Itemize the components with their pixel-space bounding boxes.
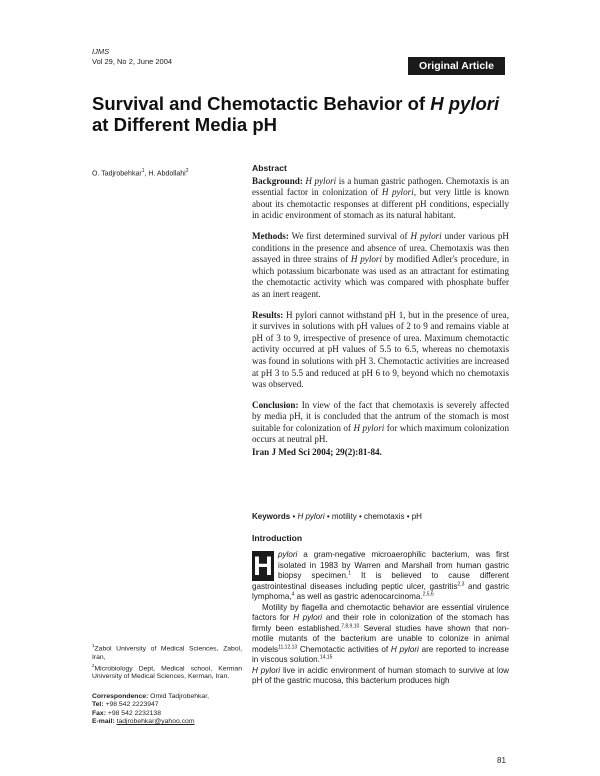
- intro-p2-ref2: 11,12,13: [278, 643, 298, 650]
- fax-label: Fax:: [92, 709, 106, 717]
- intro-p2-3: and their role in colonization of the stomach has firmly been established.: [252, 613, 510, 633]
- journal-issue: Vol 29, No 2, June 2004: [92, 57, 173, 66]
- intro-p2-6: H pylori: [390, 644, 419, 654]
- intro-p2-2: H pylori: [293, 613, 323, 622]
- article-title: [92, 93, 532, 135]
- drop-cap: H: [253, 550, 273, 581]
- conclusion-text-3: for which maximum colonization occurs at neutral pH.: [252, 422, 509, 445]
- background-text-4: H pylori: [381, 187, 414, 198]
- abstract-background: [252, 176, 509, 222]
- affiliation-1: Zabol University of Medical Sciences, Zabol, Iran,: [92, 645, 242, 661]
- tel-label: Tel:: [92, 701, 104, 709]
- intro-p2-4: Several studies have shown that non-motile mutants of the bacterium are unable to colonize in animal models: [252, 623, 509, 654]
- author1-sup: 1: [141, 168, 145, 174]
- abstract-heading: Abstract: [252, 163, 287, 173]
- keyword-bullet: •: [324, 512, 332, 521]
- abstract: [252, 163, 509, 468]
- methods-text-3: under various pH conditions in the presence and absence of urea. Chemotaxis was then assayed in three strains of: [252, 230, 509, 265]
- intro-p1-ref2: 2,3: [457, 580, 465, 587]
- intro-p2-ref3: 14,15: [319, 654, 333, 661]
- email-label: E-mail:: [92, 718, 115, 726]
- background-text-3: is a human gastric pathogen. Chemotaxis is an essential factor in colonization of: [252, 175, 509, 198]
- intro-p1-2: a gram-negative microaerophilic bacterium, was first isolated in 1983 by Warren and Marshall from human gastric biopsy specimen.: [278, 550, 509, 580]
- keyword-bullet: •: [290, 512, 298, 521]
- abstract-conclusion: [252, 400, 509, 446]
- keyword-4: pH: [411, 512, 422, 521]
- results-label: Results:: [252, 309, 284, 320]
- affiliation-1-sup: 1: [92, 643, 95, 648]
- keyword-bullet: •: [404, 512, 412, 521]
- intro-p1-3: It is believed to cause different gastrointestinal diseases including peptic ulcer, gastritis: [252, 571, 509, 591]
- conclusion-text-2: H pylori: [353, 422, 385, 433]
- email-link[interactable]: tadjrobehkar@yahoo.com: [116, 718, 195, 726]
- intro-p1-1: pylori: [278, 550, 298, 559]
- intro-p2-ref1: 7,8,9,10: [341, 622, 360, 629]
- conclusion-text-1: In view of the fact that chemotaxis is severely affected by media pH, it is concluded that the antrum of the stomach is most suitable for colonization of: [252, 399, 509, 433]
- affiliations: [92, 642, 242, 682]
- abstract-results: [252, 310, 509, 391]
- introduction-heading: Introduction: [252, 533, 303, 543]
- intro-p2-5: Chemotactic activities of: [297, 644, 391, 654]
- keyword-2: motility: [331, 512, 357, 521]
- journal-name: IJMS: [92, 47, 110, 56]
- affiliation-2-sup: 2: [92, 662, 95, 668]
- intro-p1-ref3: 4: [291, 591, 295, 598]
- intro-p2-7: are reported to increase in viscous solution.: [252, 644, 510, 664]
- affiliation-2: Microbiology Dept, Medical school, Kerman University of Medical Sciences, Kerman, Iran.: [92, 665, 242, 681]
- correspondence-name: Omid Tadjrobehkar,: [148, 693, 209, 700]
- background-text-5: , but very little is known about its chemotactic responses at different pH conditions, especially in acidic environment of stomach as its natural habitant.: [252, 187, 509, 221]
- author-sep: , H. Abdollahi: [144, 170, 186, 178]
- author2-sup: 2: [185, 168, 189, 174]
- keywords-label: Keywords: [252, 512, 291, 521]
- title-italic: H pylori: [430, 93, 500, 114]
- intro-p1-ref1: 1: [348, 570, 352, 577]
- keyword-bullet: •: [356, 512, 364, 521]
- abstract-citation: Iran J Med Sci 2004; 29(2):81-84.: [252, 447, 382, 458]
- conclusion-label: Conclusion:: [252, 399, 299, 410]
- tel-value: +98 542 2223947: [103, 701, 159, 709]
- methods-label: Methods:: [252, 230, 289, 241]
- intro-p2-9: live in acidic environment of human stomach to survive at low pH of the gastric mucosa, this bacterium produces high: [252, 665, 510, 685]
- intro-paragraph-2: [252, 603, 509, 687]
- intro-p2-1: Motility by flagella and chemotactic behavior are essential virulence factors for: [252, 602, 509, 622]
- author1: O. Tadjrobehkar: [92, 170, 142, 178]
- abstract-methods: [252, 231, 509, 301]
- title-part2: at Different Media pH: [92, 114, 278, 135]
- methods-text-2: H pylori: [410, 230, 442, 241]
- intro-p1-ref4: 2,5,6: [422, 591, 434, 598]
- intro-p1-4: and gastric lymphoma,: [252, 581, 509, 601]
- page-number: 81: [497, 756, 506, 765]
- methods-text-1: We first determined survival of: [288, 230, 411, 241]
- intro-p1-5: as well as gastric adenocarcinoma.: [294, 592, 423, 601]
- journal-header: [92, 47, 172, 67]
- introduction-body: [252, 550, 509, 687]
- methods-text-4: H pylori: [350, 254, 382, 265]
- intro-paragraph-1: [252, 550, 509, 603]
- correspondence-label: Correspondence:: [92, 693, 149, 700]
- fax-value: +98 542 2232138: [105, 709, 161, 717]
- title-part1: Survival and Chemotactic Behavior of: [92, 93, 431, 114]
- keyword-1: H pylori: [297, 512, 325, 521]
- correspondence: [92, 693, 252, 727]
- keyword-3: chemotaxis: [364, 512, 405, 521]
- authors: [92, 168, 189, 177]
- results-text-1: H pylori cannot withstand pH 1, but in the presence of urea, it survives in solutions with pH values of 2 to 9 and remains viable at pH of 3 to 9, irrespective of presence of urea. Maximum chemotactic activity occurred at pH values of 5.5 to 6.5, whereas no chemotaxis was found in solutions with pH 3. Chemotactic activities are increased at pH 3 to 5.5 and reduced at pH 6 to 9, beyond which no chemotaxis was observed.: [252, 309, 509, 390]
- methods-text-5: by modified Adler's procedure, in which potassium bicarbonate was used as an attractant for estimating the chemotactic activity which was compared with phosphate buffer as an inert reagent.: [252, 254, 509, 299]
- intro-p2-8: H pylori: [252, 665, 281, 675]
- keywords: [252, 512, 422, 521]
- background-text-2: H pylori: [305, 175, 337, 186]
- article-type-badge: Original Article: [408, 57, 505, 75]
- background-label: Background:: [252, 175, 303, 186]
